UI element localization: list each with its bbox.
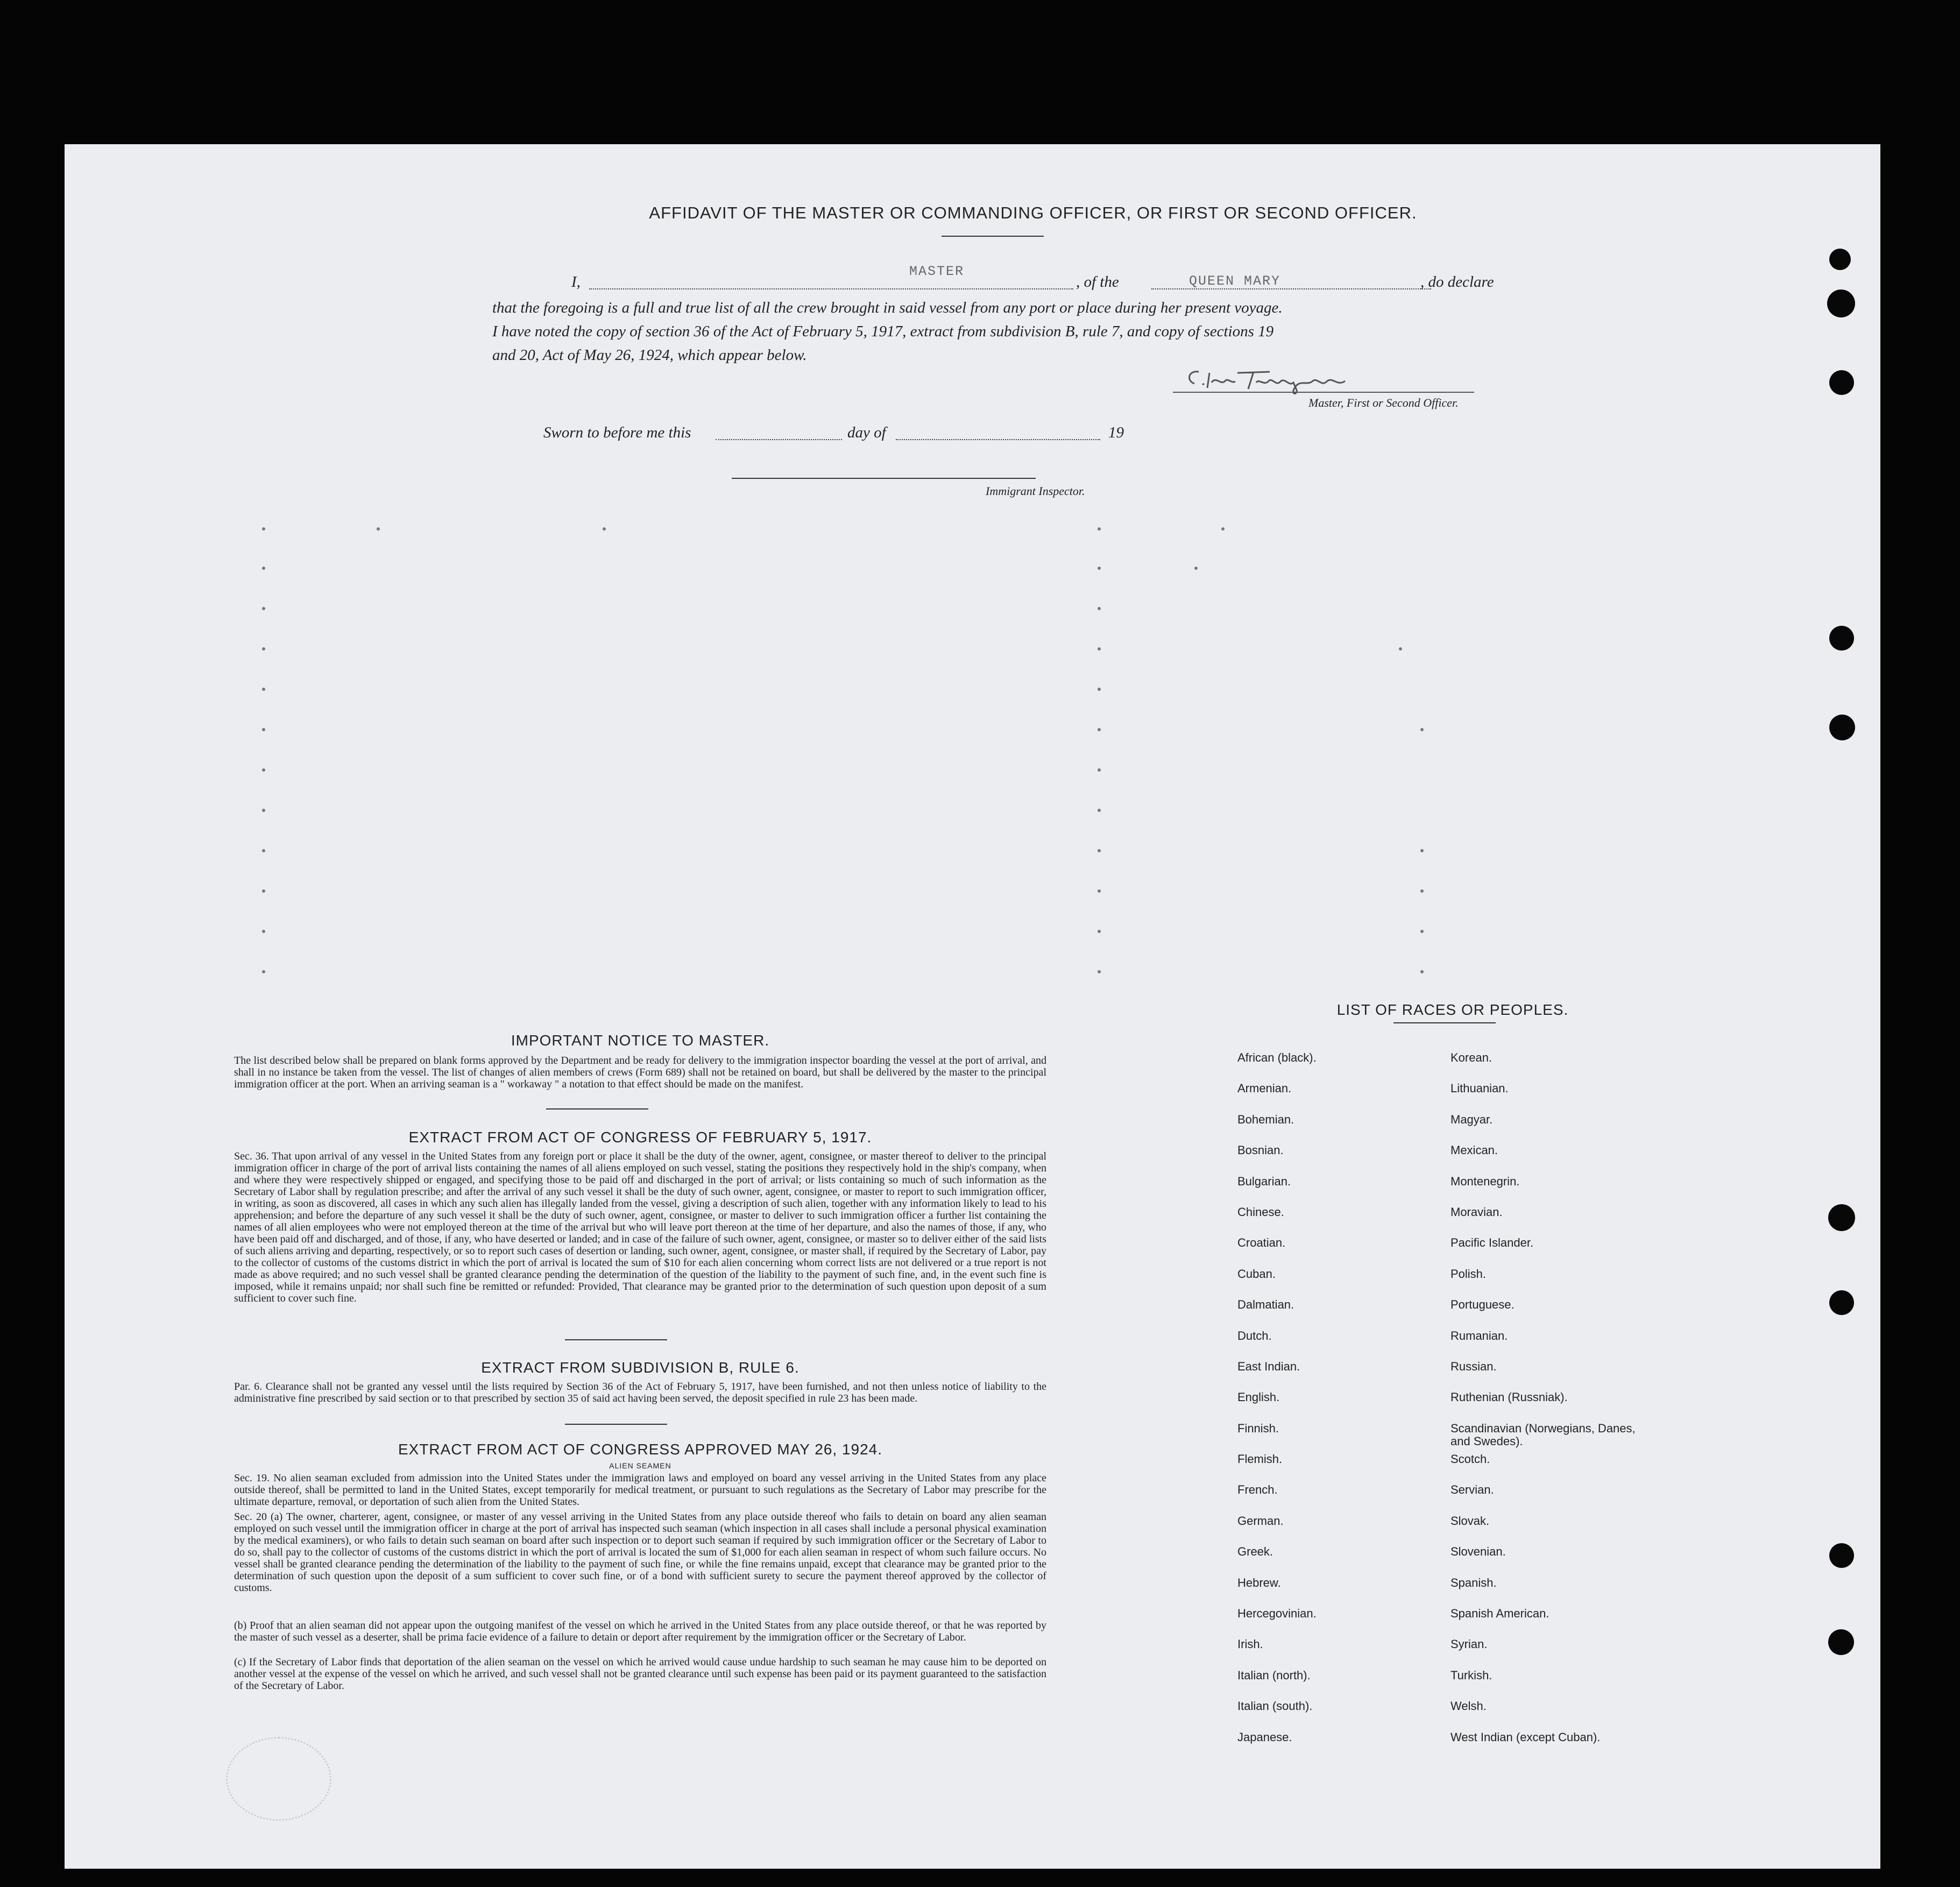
vessel-name: QUEEN MARY <box>1189 273 1281 289</box>
race-item: Cuban. <box>1237 1267 1276 1281</box>
punch-hole <box>1829 1543 1854 1568</box>
race-item: French. <box>1237 1483 1278 1497</box>
race-item: Hebrew. <box>1237 1575 1281 1589</box>
race-item: Armenian. <box>1237 1082 1292 1096</box>
bleed-dot <box>262 728 265 731</box>
race-item: Japanese. <box>1237 1730 1292 1744</box>
race-item: Italian (north). <box>1237 1668 1311 1682</box>
extract-rule6-heading: EXTRACT FROM SUBDIVISION B, RULE 6. <box>481 1359 799 1376</box>
extract-1917-heading: EXTRACT FROM ACT OF CONGRESS OF FEBRUARY 5, 1917. <box>408 1129 872 1146</box>
bleed-dot <box>1098 567 1101 570</box>
races-right-column <box>1450 1051 1644 1762</box>
notice-body: The list described below shall be prepared on blank forms approved by the Department and be ready for delivery to the immigration inspector boarding the vessel at the port of arrival, and shall in no instance be taken from the vessel. The list of changes of alien members of crews (Form 689) shall not be retained on board, but shall be delivered by the master to the principal immigration officer at the port. When an arriving seaman is a " workaway " a notation to that effect should be made on the manifest. <box>234 1055 1046 1090</box>
race-item: German. <box>1237 1514 1284 1528</box>
bleed-dot <box>262 607 265 610</box>
race-item: Hercegovinian. <box>1237 1607 1317 1621</box>
heading-rule <box>942 236 1044 237</box>
year-label: 19 <box>1108 424 1124 441</box>
race-item: Moravian. <box>1450 1205 1503 1219</box>
race-item: African (black). <box>1237 1051 1317 1064</box>
inspector-line <box>732 478 1036 479</box>
bleed-dot <box>1098 647 1101 651</box>
signature-caption: Master, First or Second Officer. <box>1308 396 1459 409</box>
punch-hole <box>1827 289 1855 317</box>
sworn-label: Sworn to before me this <box>543 424 691 441</box>
signature-line <box>1173 392 1474 393</box>
bleed-dot <box>1098 930 1101 933</box>
race-item: Spanish. <box>1450 1575 1497 1589</box>
race-item: Ruthenian (Russniak). <box>1450 1390 1568 1404</box>
race-item: Flemish. <box>1237 1452 1283 1466</box>
race-item: Scotch. <box>1450 1452 1490 1466</box>
affidavit-line-4: and 20, Act of May 26, 1924, which appear below. <box>492 347 807 364</box>
bleed-dot <box>1098 527 1101 531</box>
extract-1917-body: Sec. 36. That upon arrival of any vessel in the United States from any foreign port or place it shall be the duty of the owner, agent, consignee, or master thereof to deliver to the principal immigration officer in charge of the port of arrival lists containing the names of all aliens employed on such vessel, stating the positions they respectively hold in the ship's company, when and where they were respectively shipped or engaged, and specifying those to be paid off and discharged in the port of arrival; or lists containing so much of such information as the Secretary of Labor shall by regulation prescribe; and after the arrival of any such vessel it shall be the duty of such owner, agent, consignee, or master to report to such immigration officer, in writing, as soon as discovered, all cases in which any such alien has illegally landed from the vessel, giving a description of such alien, together with any information likely to lead to his apprehension; and before the departure of any such vessel it shall be the duty of such owner, agent, consignee, or master to deliver to such immigration officer a further list containing the names of all alien employees who were not employed thereon at the time of the arrival but who will leave port thereon at the time of her departure, and also the names of those, if any, who have been paid off and discharged, and of those, if any, who have deserted or landed; and in case of the failure of such owner, agent, consignee, or master so to deliver either of the said lists of such aliens arriving and departing, respectively, or so to report such cases of desertion or landing, such owner, agent, consignee, or master shall, if required by the Secretary of Labor, pay to the collector of customs of the customs district in which the port of arrival is located the sum of $10 for each alien concerning whom correct lists are not delivered or a true report is not made as above required; and no such vessel shall be granted clearance pending the determination of the question of the liability to the payment of such fine, and, in the event such fine is imposed, while it remains unpaid; nor shall such fine be remitted or refunded: Provided, That clearance may be granted prior to the determination of such question upon deposit of a sum sufficient to cover such fine. <box>234 1150 1046 1304</box>
bleed-dot <box>1098 889 1101 893</box>
race-item: East Indian. <box>1237 1359 1300 1373</box>
race-item: English. <box>1237 1390 1280 1404</box>
race-item: Finnish. <box>1237 1421 1279 1435</box>
bleed-dot <box>262 970 265 973</box>
race-item: Lithuanian. <box>1450 1082 1509 1096</box>
race-item: Chinese. <box>1237 1205 1284 1219</box>
punch-hole <box>1829 249 1851 270</box>
punch-hole <box>1829 715 1855 740</box>
bleed-dot <box>1420 889 1424 893</box>
bleed-dot <box>1098 809 1101 812</box>
punch-hole <box>1829 370 1854 395</box>
race-item: Dutch. <box>1237 1328 1272 1342</box>
bleed-dot <box>1221 527 1225 531</box>
race-item: Welsh. <box>1450 1699 1487 1713</box>
divider <box>546 1108 648 1109</box>
race-item: Croatian. <box>1237 1236 1286 1250</box>
sworn-month-line <box>896 439 1100 440</box>
bleed-dot <box>1098 728 1101 731</box>
race-item: Korean. <box>1450 1051 1492 1064</box>
race-item: Bosnian. <box>1237 1143 1284 1157</box>
bleed-dot <box>262 768 265 772</box>
sworn-day-line <box>716 439 842 440</box>
day-of-label: day of <box>847 424 886 441</box>
bleed-dot <box>1420 930 1424 933</box>
punch-hole <box>1828 1629 1854 1655</box>
race-item: Rumanian. <box>1450 1328 1508 1342</box>
bleed-dot <box>603 527 606 531</box>
bleed-dot <box>262 567 265 570</box>
sec20b-body: (b) Proof that an alien seaman did not appear upon the outgoing manifest of the vessel on which he arrived in the United States from any place outside thereof, or that he was reported by the master of such vessel as a deserter, shall be prima facie evidence of a failure to detain or deport after requirement by the immigration officer or the Secretary of Labor. <box>234 1620 1046 1643</box>
bleed-dot <box>1098 688 1101 691</box>
race-item: Servian. <box>1450 1483 1494 1497</box>
bleed-dot <box>1420 728 1424 731</box>
do-declare-label: , do declare <box>1420 273 1494 291</box>
race-item: Italian (south). <box>1237 1699 1313 1713</box>
punch-hole <box>1829 626 1854 651</box>
race-item: Bulgarian. <box>1237 1174 1291 1188</box>
race-item: Dalmatian. <box>1237 1298 1294 1312</box>
race-item: Greek. <box>1237 1545 1273 1559</box>
affidavit-i-label: I, <box>571 273 581 291</box>
race-item: Slovak. <box>1450 1514 1490 1528</box>
races-left-column <box>1237 1051 1420 1762</box>
document-page <box>65 144 1880 1869</box>
race-item: Montenegrin. <box>1450 1174 1520 1188</box>
bleed-dot <box>1399 647 1402 651</box>
bleed-dot <box>262 930 265 933</box>
race-item: West Indian (except Cuban). <box>1450 1730 1601 1744</box>
extract-1924-heading: EXTRACT FROM ACT OF CONGRESS APPROVED MAY 26, 1924. <box>398 1441 883 1458</box>
master-stamp: MASTER <box>909 264 965 279</box>
bleed-dot <box>1098 607 1101 610</box>
punch-hole <box>1829 1290 1854 1315</box>
of-the-label: , of the <box>1076 273 1119 291</box>
bleed-dot <box>262 688 265 691</box>
sec20a-body: Sec. 20 (a) The owner, charterer, agent, consignee, or master of any vessel arriving in the United States from any place outside thereof who fails to detain on board any alien seaman employed on such vessel until the immigration officer in charge at the port of arrival has inspected such seaman (which inspection in all cases shall include a personal physical examination by the medical examiners), or who fails to detain such seaman on board after such inspection or to deport such seaman if required by such immigration officer or the Secretary of Labor to do so, shall pay to the collector of customs of the customs district in which the port of arrival is located the sum of $1,000 for each alien seaman in respect of whom such failure occurs. No vessel shall be granted clearance pending the determination of the liability to the payment of such fine, or while the fine remains unpaid, except that clearance may be granted prior to the determination of such question upon the deposit of a sum sufficient to cover such fine, or of a bond with sufficient surety to secure the payment thereof approved by the collector of customs. <box>234 1511 1046 1594</box>
race-item: Turkish. <box>1450 1668 1492 1682</box>
bleed-dot <box>262 849 265 852</box>
bleed-dot <box>262 809 265 812</box>
bleed-dot <box>1194 567 1198 570</box>
races-divider <box>1393 1022 1496 1023</box>
affidavit-line-3: I have noted the copy of section 36 of the Act of February 5, 1917, extract from subdivision B, rule 7, and copy of sections 19 <box>492 323 1274 340</box>
bleed-dot <box>262 647 265 651</box>
sec20c-body: (c) If the Secretary of Labor finds that deportation of the alien seaman on the vessel on which he arrived would cause undue hardship to such seaman he may cause him to be deported on another vessel at the expense of the vessel on which he arrived, and such vessel shall not be granted clearance until such expense has been paid or its payment guaranteed to the satisfaction of the Secretary of Labor. <box>234 1656 1046 1692</box>
bleed-dot <box>1098 768 1101 772</box>
race-item: Russian. <box>1450 1359 1497 1373</box>
race-item: Slovenian. <box>1450 1545 1506 1559</box>
affidavit-heading: AFFIDAVIT OF THE MASTER OR COMMANDING OFFICER, OR FIRST OR SECOND OFFICER. <box>649 203 1417 222</box>
race-item: Bohemian. <box>1237 1112 1294 1126</box>
extract-rule6-body: Par. 6. Clearance shall not be granted any vessel until the lists required by Section 36 of the Act of February 5, 1917, have been furnished, and not then unless notice of liability to the administrative fine prescribed by said section or to that prescribed by section 35 of said act having been served, the deposit specified in rule 23 has been made. <box>234 1381 1046 1404</box>
master-name-line <box>589 288 1073 289</box>
sec19-body: Sec. 19. No alien seaman excluded from admission into the United States under the immigration laws and employed on board any vessel arriving in the United States from any place outside thereof, shall be permitted to land in the United States, except temporarily for medical treatment, or pursuant to such regulations as the Secretary of Labor may prescribe for the ultimate departure, removal, or deportation of such alien from the United States. <box>234 1472 1046 1508</box>
inspector-caption: Immigrant Inspector. <box>986 484 1085 498</box>
divider <box>565 1339 667 1340</box>
race-item: Irish. <box>1237 1637 1263 1651</box>
bleed-dot <box>1098 849 1101 852</box>
divider <box>565 1424 667 1425</box>
notice-heading: IMPORTANT NOTICE TO MASTER. <box>511 1032 770 1049</box>
race-item: Scandinavian (Norwegians, Danes, and Swedes). <box>1450 1421 1636 1448</box>
race-item: Polish. <box>1450 1267 1487 1281</box>
race-item: Portuguese. <box>1450 1298 1515 1312</box>
bleed-dot <box>377 527 380 531</box>
bleed-dot <box>262 889 265 893</box>
race-item: Syrian. <box>1450 1637 1488 1651</box>
races-heading: LIST OF RACES OR PEOPLES. <box>1336 1001 1569 1018</box>
bleed-dot <box>1420 970 1424 973</box>
punch-hole <box>1828 1204 1855 1231</box>
race-item: Mexican. <box>1450 1143 1498 1157</box>
affidavit-line-2: that the foregoing is a full and true list of all the crew brought in said vessel from any port or place during her present voyage. <box>492 299 1283 316</box>
race-item: Pacific Islander. <box>1450 1236 1534 1250</box>
bleed-dot <box>1098 970 1101 973</box>
race-item: Spanish American. <box>1450 1607 1549 1621</box>
faint-stamp <box>226 1737 331 1821</box>
bleed-dot <box>262 527 265 531</box>
alien-seamen-subheading: ALIEN SEAMEN <box>609 1461 671 1470</box>
race-item: Magyar. <box>1450 1112 1493 1126</box>
bleed-dot <box>1420 849 1424 852</box>
